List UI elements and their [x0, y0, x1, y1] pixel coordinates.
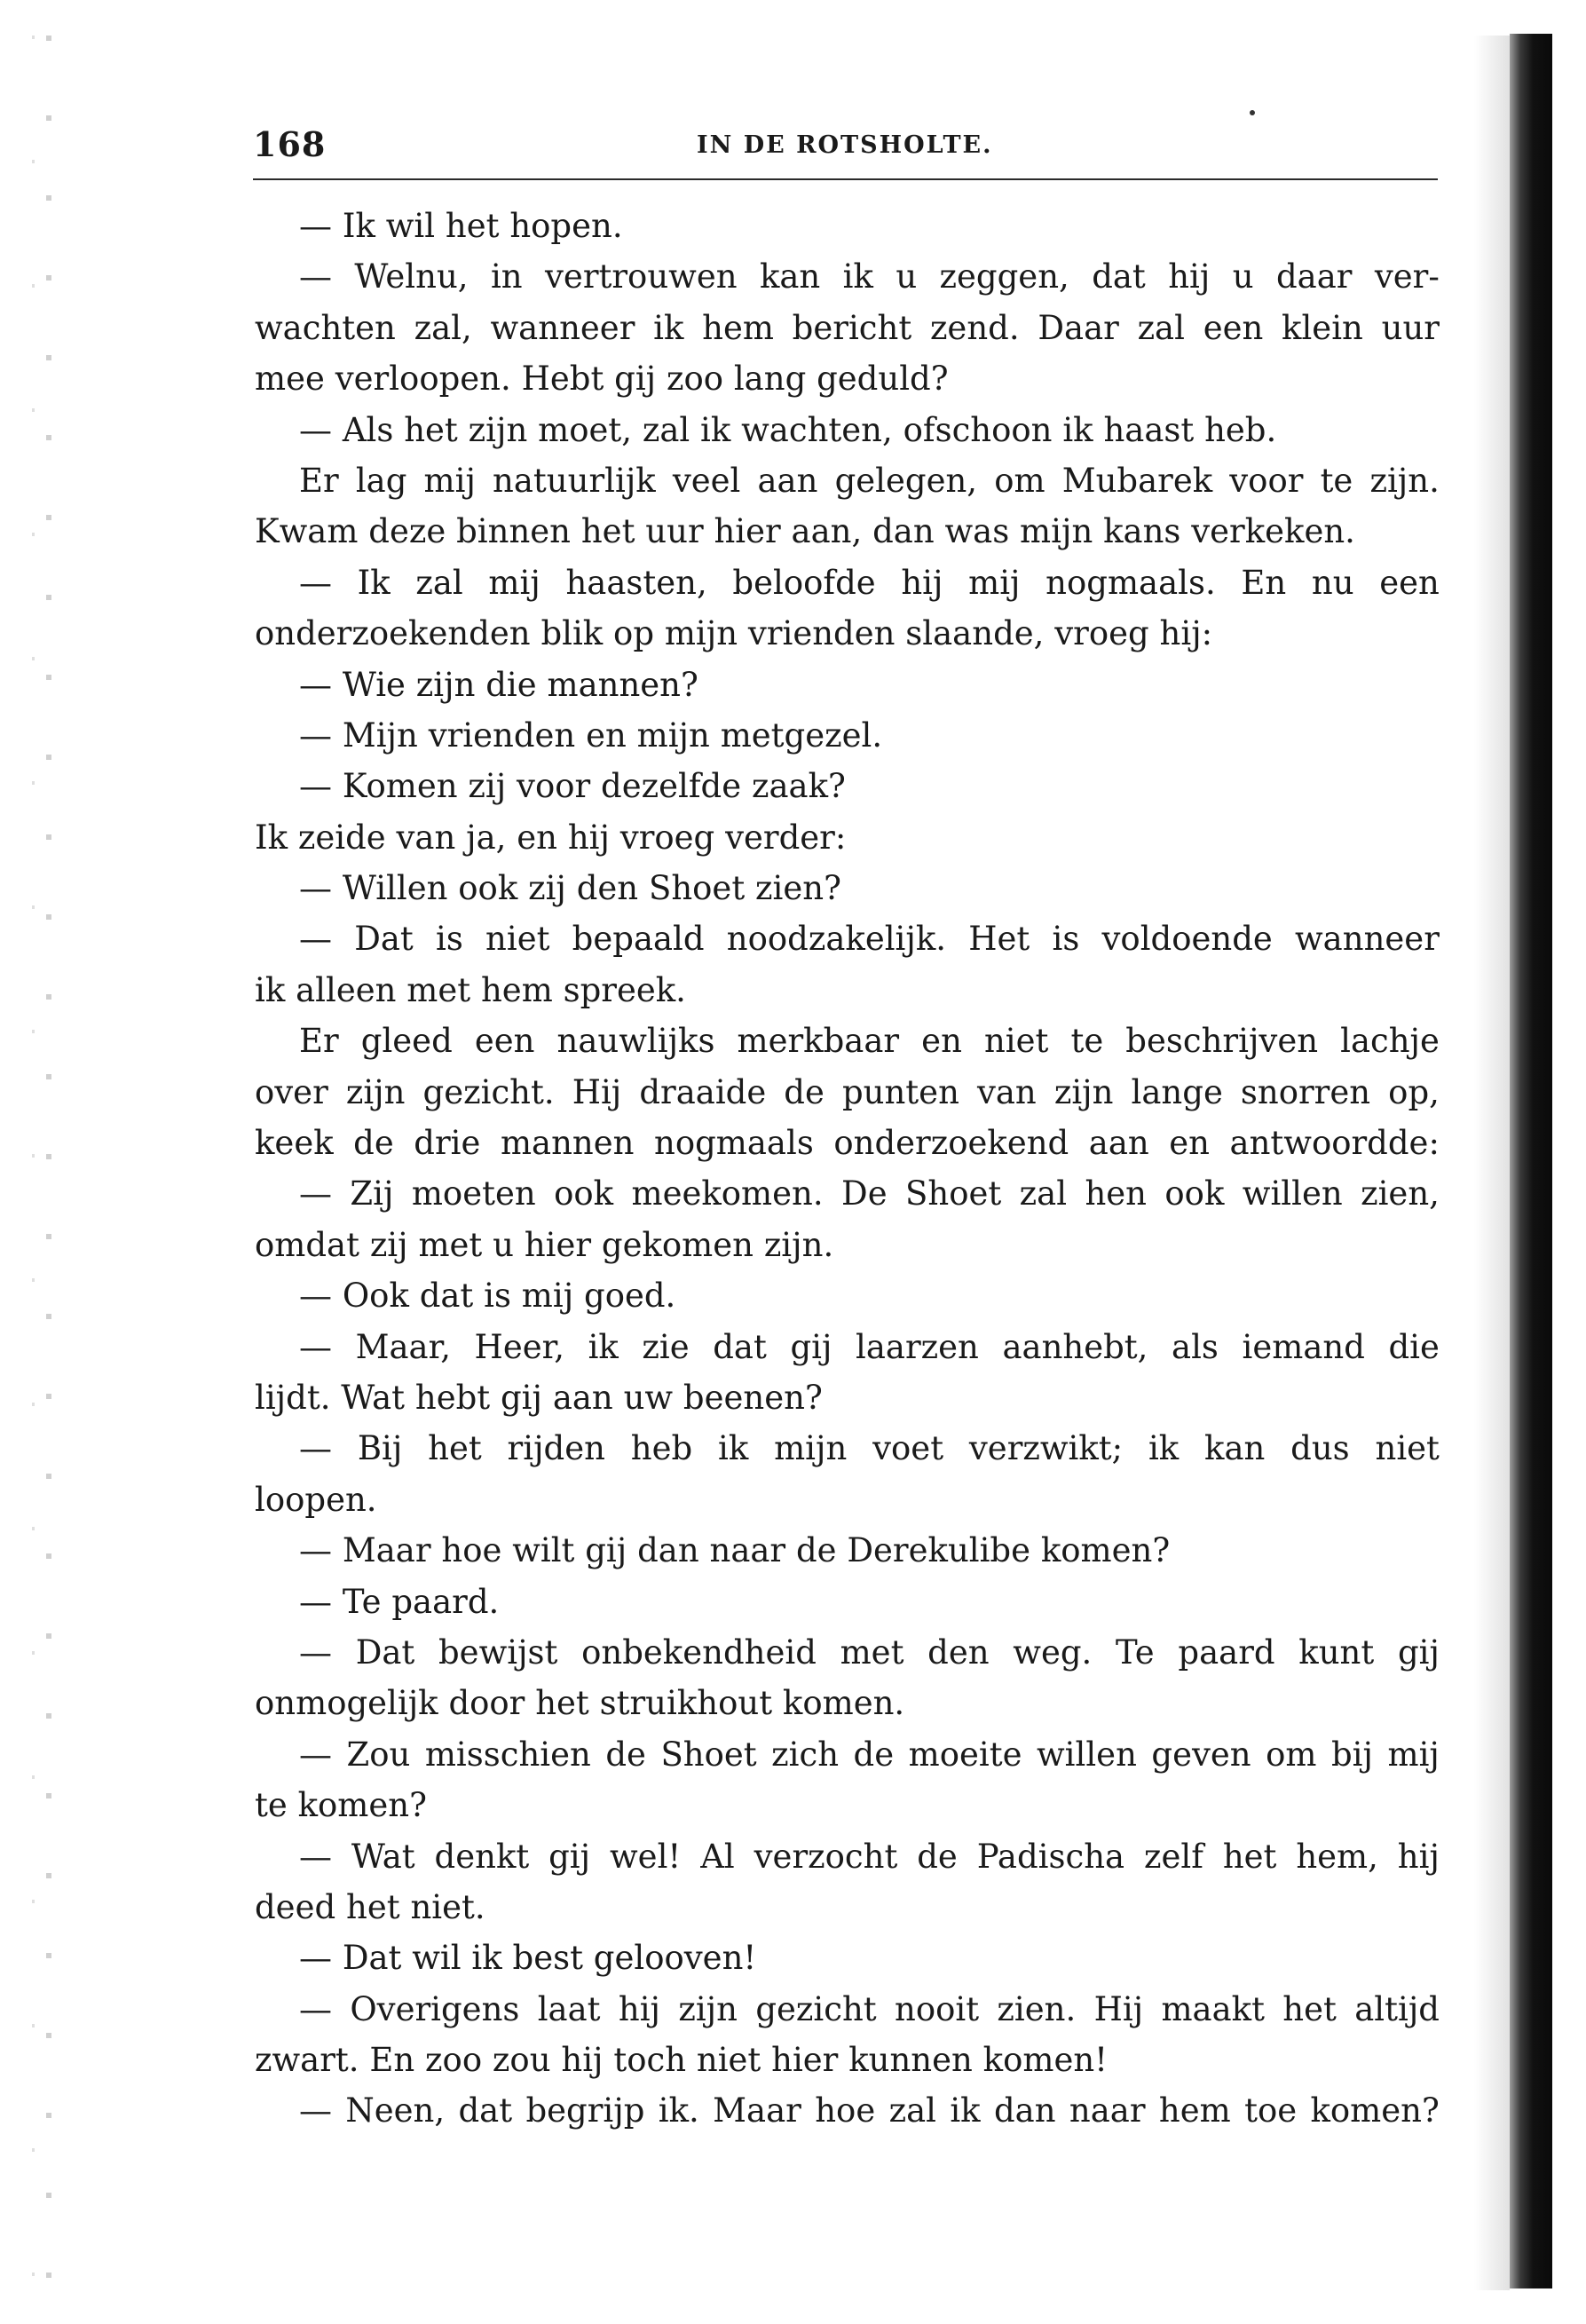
- text-line: Kwam deze binnen het uur hier aan, dan was mijn kans verkeken.: [255, 512, 1355, 551]
- text-line: — Dat wil ik best gelooven!: [299, 1939, 757, 1978]
- scan-shadow: [1474, 36, 1510, 2290]
- text-line: — Ik wil het hopen.: [299, 207, 623, 245]
- text-line: onmogelijk door het struikhout komen.: [255, 1684, 905, 1723]
- text-line: — Wie zijn die mannen?: [299, 665, 698, 704]
- text-line: — Ook dat is mij goed.: [299, 1277, 676, 1316]
- text-line: — Te paard.: [299, 1582, 500, 1621]
- text-line: — Dat bewijst onbekendheid met den weg. Te paard kunt gij: [299, 1632, 1440, 1672]
- text-line: — Maar hoe wilt gij dan naar de Derekulibe komen?: [299, 1531, 1171, 1570]
- text-line: — Willen ook zij den Shoet zien?: [299, 869, 841, 908]
- running-head: IN DE ROTSHOLTE.: [697, 131, 993, 159]
- text-line: — Dat is niet bepaald noodzakelijk. Het is voldoende wanneer: [299, 920, 1440, 959]
- header-rule: [253, 178, 1438, 180]
- text-line: omdat zij met u hier gekomen zijn.: [255, 1225, 834, 1264]
- text-line: onderzoekenden blik op mijn vrienden slaande, vroeg hij:: [255, 614, 1213, 653]
- text-line: zwart. En zoo zou hij toch niet hier kunnen komen!: [255, 2041, 1109, 2080]
- ink-dot: [1250, 110, 1255, 115]
- text-line: — Zou misschien de Shoet zich de moeite willen geven om bij mij: [299, 1735, 1440, 1774]
- text-line: — Mijn vrienden en mijn metgezel.: [299, 715, 883, 755]
- text-line: — Overigens laat hij zijn gezicht nooit zien. Hij maakt het altijd: [299, 1989, 1440, 2028]
- text-line: lijdt. Wat hebt gij aan uw beenen?: [255, 1378, 823, 1417]
- text-line: Er gleed een nauwlijks merkbaar en niet te beschrijven lachje: [299, 1022, 1440, 1061]
- text-line: wachten zal, wanneer ik hem bericht zend. Daar zal een klein uur: [255, 308, 1440, 347]
- text-line: ik alleen met hem spreek.: [255, 970, 686, 1009]
- text-line: — Welnu, in vertrouwen kan ik u zeggen, dat hij u daar ver-: [299, 257, 1440, 296]
- text-line: — Neen, dat begrijp ik. Maar hoe zal ik dan naar hem toe komen?: [299, 2091, 1440, 2130]
- text-line: te komen?: [255, 1786, 427, 1825]
- scan-artifact-left: [46, 36, 51, 2290]
- text-line: — Ik zal mij haasten, beloofde hij mij nogmaals. En nu een: [299, 563, 1440, 602]
- text-line: — Komen zij voor dezelfde zaak?: [299, 767, 846, 806]
- text-line: keek de drie mannen nogmaals onderzoekend aan en antwoordde:: [255, 1124, 1440, 1163]
- text-line: mee verloopen. Hebt gij zoo lang geduld?: [255, 360, 949, 399]
- text-line: — Zij moeten ook meekomen. De Shoet zal hen ook willen zien,: [299, 1174, 1440, 1213]
- text-line: over zijn gezicht. Hij draaide de punten van zijn lange snorren op,: [255, 1072, 1440, 1111]
- body-text: [255, 201, 1440, 2137]
- page-header: [253, 124, 1438, 174]
- scan-artifact-left-thin: [32, 36, 35, 2290]
- scan-binding-edge: [1510, 34, 1552, 2288]
- page-number: 168: [253, 124, 327, 164]
- text-line: Er lag mij natuurlijk veel aan gelegen, om Mubarek voor te zijn.: [299, 461, 1440, 500]
- text-line: — Wat denkt gij wel! Al verzocht de Padischa zelf het hem, hij: [299, 1837, 1440, 1876]
- text-line: — Bij het rijden heb ik mijn voet verzwikt; ik kan dus niet: [299, 1429, 1440, 1468]
- text-line: — Als het zijn moet, zal ik wachten, ofschoon ik haast heb.: [299, 410, 1277, 449]
- text-line: deed het niet.: [255, 1887, 485, 1926]
- text-line: — Maar, Heer, ik zie dat gij laarzen aanhebt, als iemand die: [299, 1327, 1440, 1366]
- text-line: loopen.: [255, 1480, 377, 1519]
- text-line: Ik zeide van ja, en hij vroeg verder:: [255, 818, 847, 857]
